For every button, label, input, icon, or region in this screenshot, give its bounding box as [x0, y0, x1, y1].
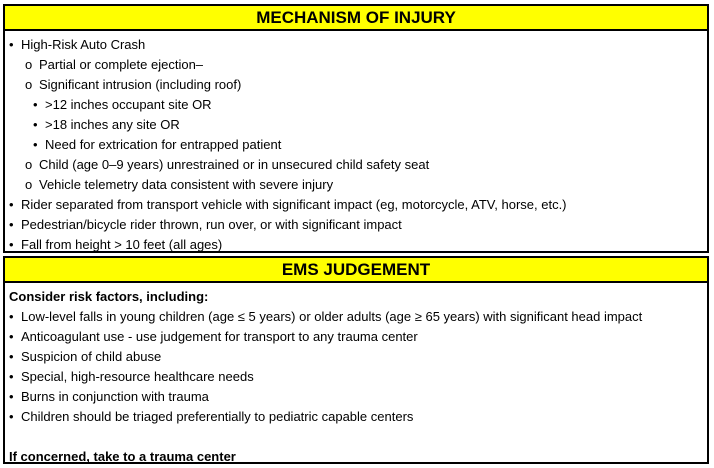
item-text: Rider separated from transport vehicle with significant impact (eg, motorcycle, ATV, horse, etc.): [21, 197, 567, 212]
list-item: [5, 35, 707, 55]
list-item: [5, 235, 707, 255]
item-text: Partial or complete ejection–: [39, 57, 204, 72]
criteria-list: [5, 283, 707, 467]
ems-judgement-panel: [3, 256, 709, 464]
item-text: Significant intrusion (including roof): [39, 77, 242, 92]
mechanism-of-injury-panel: [3, 4, 709, 253]
item-text: Child (age 0–9 years) unrestrained or in unsecured child safety seat: [39, 157, 430, 172]
item-text: Pedestrian/bicycle rider thrown, run over, or with significant impact: [21, 217, 402, 232]
bullet-icon: •: [33, 137, 38, 152]
bullet-icon: •: [9, 409, 14, 424]
list-item: [5, 367, 707, 387]
list-item: [5, 215, 707, 235]
item-text: Consider risk factors, including:: [9, 289, 209, 304]
bullet-icon: •: [9, 389, 14, 404]
hollow-bullet-icon: o: [25, 177, 33, 192]
section-title: MECHANISM OF INJURY: [5, 6, 707, 31]
hollow-bullet-icon: o: [25, 77, 33, 92]
item-text: Low-level falls in young children (age ≤ 5 years) or older adults (age ≥ 65 years) with significant head impact: [21, 309, 643, 324]
spacer: [5, 427, 707, 447]
item-text: High-Risk Auto Crash: [21, 37, 146, 52]
item-text: Anticoagulant use - use judgement for transport to any trauma center: [21, 329, 418, 344]
item-text: Vehicle telemetry data consistent with severe injury: [39, 177, 334, 192]
bullet-icon: •: [9, 217, 14, 232]
hollow-bullet-icon: o: [25, 157, 33, 172]
bullet-icon: •: [9, 237, 14, 252]
bullet-icon: •: [9, 349, 14, 364]
bullet-icon: •: [9, 329, 14, 344]
item-text: Need for extrication for entrapped patient: [45, 137, 282, 152]
list-item: [5, 155, 707, 175]
list-item: [5, 195, 707, 215]
hollow-bullet-icon: o: [25, 57, 33, 72]
bullet-icon: •: [9, 309, 14, 324]
bullet-icon: •: [9, 369, 14, 384]
list-item: [5, 115, 707, 135]
item-text: If concerned, take to a trauma center: [9, 449, 236, 464]
item-text: Fall from height > 10 feet (all ages): [21, 237, 223, 252]
list-item: [5, 75, 707, 95]
item-text: >12 inches occupant site OR: [45, 97, 212, 112]
list-item: [5, 347, 707, 367]
list-item: [5, 447, 707, 467]
bullet-icon: •: [33, 97, 38, 112]
bullet-icon: •: [9, 37, 14, 52]
criteria-list: [5, 31, 707, 255]
section-title: EMS JUDGEMENT: [5, 258, 707, 283]
list-item: [5, 327, 707, 347]
item-text: >18 inches any site OR: [45, 117, 180, 132]
list-item: [5, 175, 707, 195]
item-text: Burns in conjunction with trauma: [21, 389, 209, 404]
list-item: [5, 307, 707, 327]
list-item: [5, 55, 707, 75]
bullet-icon: •: [33, 117, 38, 132]
item-text: Special, high-resource healthcare needs: [21, 369, 254, 384]
item-text: Children should be triaged preferentially to pediatric capable centers: [21, 409, 414, 424]
list-item: [5, 387, 707, 407]
list-item: [5, 287, 707, 307]
list-item: [5, 135, 707, 155]
list-item: [5, 407, 707, 427]
bullet-icon: •: [9, 197, 14, 212]
item-text: Suspicion of child abuse: [21, 349, 162, 364]
list-item: [5, 95, 707, 115]
